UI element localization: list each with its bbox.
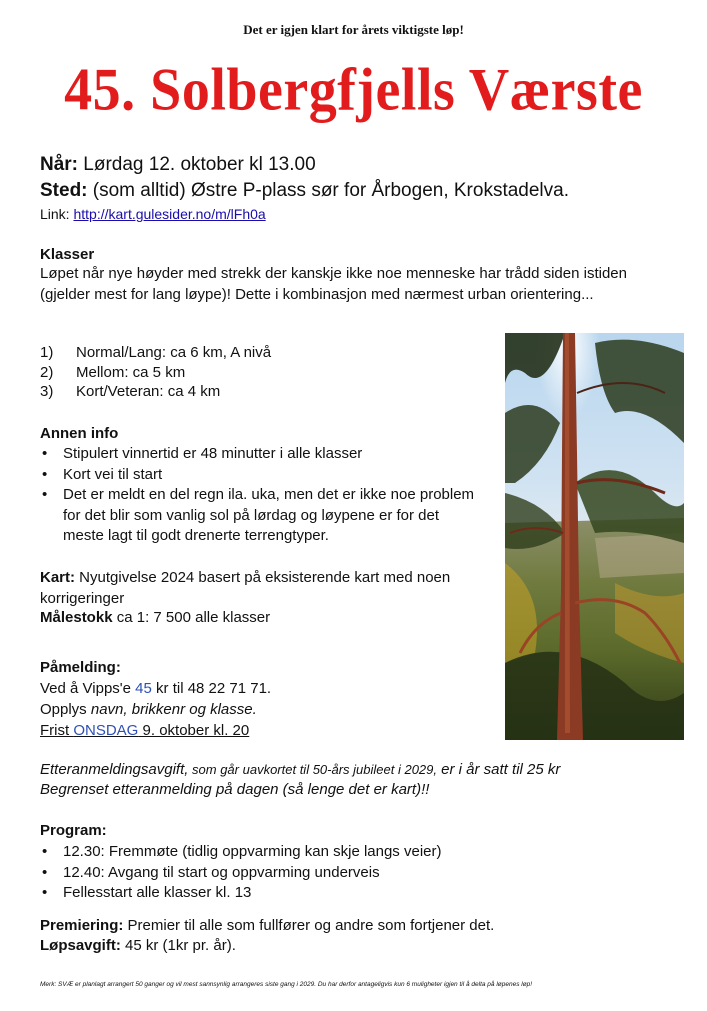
list-item (40, 485, 480, 547)
deadline-label: Frist (40, 722, 74, 739)
list-item (40, 883, 442, 904)
page-title: 45. Solbergfjells Værste (64, 56, 643, 124)
list-item (40, 842, 442, 863)
list-item-text: Kort vei til start (63, 465, 163, 483)
list-item-text: Det er meldt en del regn ila. uka, men det er ikke noe problem for det blir som vanlig sol på lørdag og løypene er for det meste lagt til godt drenerte terrengtyper. (63, 486, 475, 544)
kart-label: Kart: (40, 569, 76, 586)
lopsavgift-label: Løpsavgift: (40, 937, 121, 954)
malestokk-label: Målestokk (40, 609, 113, 626)
list-item-text: 12.40: Avgang til start og oppvarming underveis (63, 863, 380, 881)
list-item-text: Stipulert vinnertid er 48 minutter i alle klasser (63, 445, 363, 462)
lopsavgift-text: 45 kr (1kr pr. år). (120, 937, 236, 954)
etteranmelding-part2: som går uavkortet til 50-års jubileet i 2029, (188, 762, 437, 777)
lopsavgift-info (40, 935, 236, 956)
etteranmelding-part1: Etteranmeldingsavgift, (40, 761, 189, 778)
class-text: Kort/Veteran: ca 4 km (76, 383, 221, 400)
malestokk-info (40, 607, 270, 628)
kart-text: Nyutgivelse 2024 basert på eksisterende kart med noen korrigeringer (40, 569, 451, 607)
annen-info-list (40, 444, 480, 547)
when-value: Lørdag 12. oktober kl 13.00 (78, 154, 316, 175)
vipps-amount: 45 (135, 680, 152, 697)
class-item (40, 363, 271, 383)
bullet-icon: • (42, 863, 48, 881)
class-number: 3) (40, 383, 54, 400)
where-line (40, 180, 569, 202)
program-heading: Program: (40, 822, 107, 839)
etteranmelding-line (40, 760, 680, 780)
vipps-number: kr til 48 22 71 71. (151, 680, 272, 697)
etteranmelding-part3: er i år satt til 25 kr (437, 761, 561, 778)
list-item-text: Fellesstart alle klasser kl. 13 (63, 884, 252, 901)
map-link[interactable]: http://kart.gulesider.no/m/lFh0a (73, 206, 266, 222)
where-value: (som alltid) Østre P-plass sør for Årbogen, Krokstadelva. (87, 180, 569, 201)
pine-tree-photo (505, 333, 684, 740)
list-item (40, 465, 480, 486)
bullet-icon: • (42, 486, 48, 503)
class-number: 2) (40, 363, 54, 381)
bullet-icon: • (42, 884, 48, 901)
class-item (40, 343, 271, 363)
deadline-day: ONSDAG (73, 722, 139, 739)
footnote: Merk: SVÆ er planlagt arrangert 50 ganger og vil mest sannsynlig arrangeres siste gang i 2029. Du har derfor antageligvis kun 6 muligheter igjen til å delta på løpenes løp! (40, 981, 533, 988)
premiering-label: Premiering: (40, 917, 124, 934)
etteranmelding-text (40, 760, 680, 800)
class-text: Normal/Lang: ca 6 km, A nivå (76, 344, 272, 361)
pamelding-deadline-line (40, 720, 271, 741)
when-line (40, 154, 316, 176)
premiering-info (40, 915, 494, 936)
klasser-text: Løpet når nye høyder med strekk der kanskje ikke noe menneske har trådd siden istiden (gjelder mest for lang løype)! Dette i kombinasjon med nærmest urban orientering... (40, 265, 627, 303)
pamelding-vipps-line (40, 678, 271, 699)
link-label: Link: (40, 206, 74, 222)
etteranmelding-limit-line: Begrenset etteranmelding på dagen (så lenge det er kart)!! (40, 781, 430, 798)
klasser-heading: Klasser (40, 246, 95, 263)
kart-info (40, 567, 480, 609)
pamelding-info-line (40, 699, 271, 720)
class-list (40, 343, 271, 402)
program-list (40, 842, 442, 904)
link-line (40, 206, 266, 222)
premiering-text: Premier til alle som fullfører og andre som fortjener det. (123, 917, 495, 934)
where-label: Sted: (40, 180, 88, 201)
bullet-icon: • (42, 843, 48, 860)
class-item (40, 382, 271, 402)
pamelding-text (40, 678, 271, 741)
info-text: Opplys (40, 701, 91, 718)
annen-info-heading: Annen info (40, 425, 119, 442)
pamelding-heading: Påmelding: (40, 659, 121, 676)
deadline-date: 9. oktober kl. 20 (138, 722, 250, 739)
list-item (40, 863, 442, 884)
vipps-text: Ved å Vipps'e (40, 680, 136, 697)
list-item (40, 444, 480, 465)
when-label: Når: (40, 154, 79, 175)
info-italic: navn, brikkenr og klasse. (90, 701, 257, 718)
list-item-text: 12.30: Fremmøte (tidlig oppvarming kan skje langs veier) (63, 843, 442, 860)
class-number: 1) (40, 344, 54, 361)
malestokk-text: ca 1: 7 500 alle klasser (112, 609, 271, 626)
class-text: Mellom: ca 5 km (76, 363, 186, 381)
bullet-icon: • (42, 445, 48, 462)
tagline: Det er igjen klart for årets viktigste løp! (243, 22, 464, 37)
bullet-icon: • (42, 465, 48, 483)
